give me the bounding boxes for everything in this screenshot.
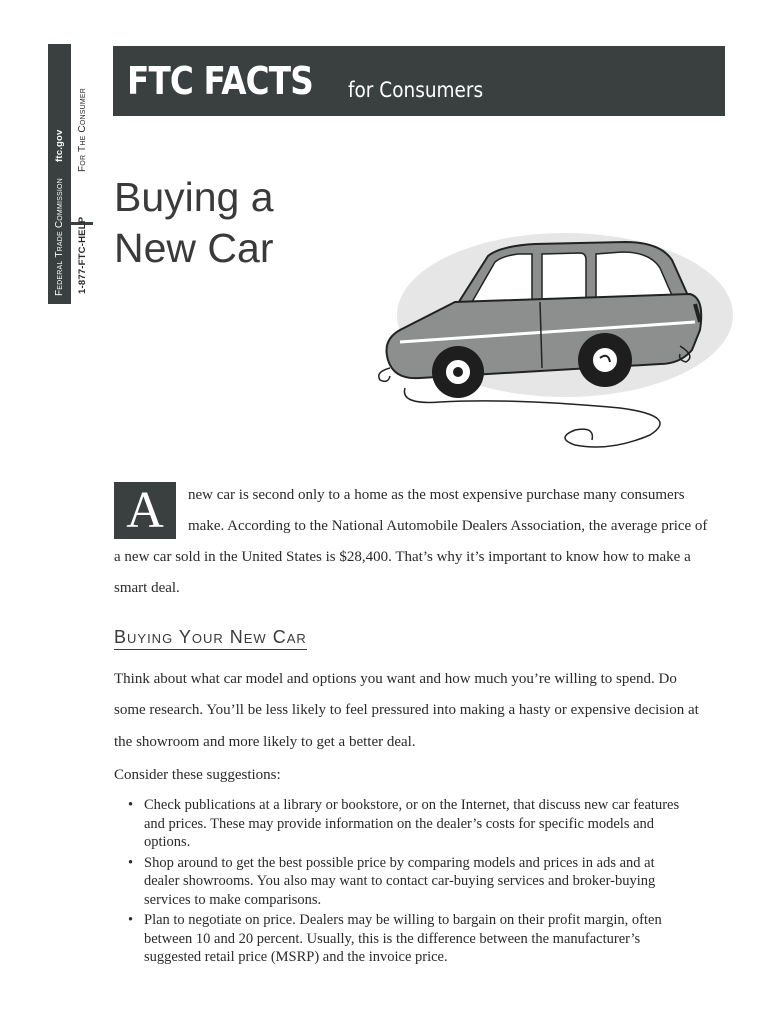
- exhaust-trail: [404, 388, 660, 447]
- suggestion-line: Shop around to get the best possible price by comparing models and prices in ads and at: [144, 854, 655, 871]
- rear-wheel: [432, 346, 484, 398]
- page-title-line-2: New Car: [114, 225, 274, 271]
- suggestion-item: [114, 854, 734, 910]
- section-heading: Buying Your New Car: [114, 626, 307, 650]
- intro-line-1: new car is second only to a home as the most expensive purchase many consumers: [188, 487, 685, 503]
- front-wheel: [578, 333, 632, 387]
- suggestions-list: [114, 796, 734, 969]
- section-line-2: some research. You’ll be less likely to feel pressured into making a hasty or expensive decision at: [114, 702, 699, 718]
- sidebar-phone: 1-877-FTC-HELP: [77, 216, 88, 294]
- suggestion-line: suggested retail price (MSRP) and the invoice price.: [144, 949, 448, 965]
- suggestion-line: Plan to negotiate on price. Dealers may be willing to bargain on their profit margin, often: [144, 912, 662, 928]
- intro-line-4: smart deal.: [114, 580, 180, 596]
- page-title-line-1: Buying a: [114, 174, 274, 220]
- suggestion-line: Check publications at a library or bookstore, or on the Internet, that discuss new car features: [144, 797, 680, 813]
- suggestion-line: dealer showrooms. You also may want to contact car-buying services and broker-buying: [144, 873, 656, 889]
- drop-cap: A: [114, 482, 176, 539]
- suggestion-line: between 10 and 20 percent. Usually, this is the difference between the manufacturer’s: [144, 930, 641, 947]
- sidebar-website[interactable]: ftc.gov: [54, 129, 65, 162]
- motion-swirl-left: [379, 368, 390, 381]
- suggestion-line: and prices. These may provide information on the dealer’s costs for specific models and: [144, 815, 655, 832]
- sidebar: [48, 44, 93, 304]
- car-illustration: [360, 230, 735, 460]
- intro-line-3: a new car sold in the United States is $28,400. That’s why it’s important to know how to make a: [114, 549, 691, 565]
- bullet-icon: •: [128, 854, 134, 871]
- suggestion-item: [114, 796, 734, 852]
- suggestion-line: services to make comparisons.: [144, 891, 322, 908]
- bullet-icon: •: [128, 797, 134, 813]
- banner-subtitle: for Consumers: [348, 78, 484, 102]
- suggestions-intro: Consider these suggestions:: [114, 767, 281, 783]
- page-title: [114, 172, 354, 274]
- banner-title: FTC FACTS: [127, 59, 313, 103]
- header-banner: [113, 46, 725, 116]
- section-line-3: the showroom and more likely to get a better deal.: [114, 734, 416, 750]
- section-line-1: Think about what car model and options you want and how much you’re willing to spend. Do: [114, 671, 677, 687]
- sidebar-tagline: For The Consumer: [77, 87, 88, 172]
- suggestion-line: options.: [144, 834, 191, 850]
- intro-line-2: make. According to the National Automobile Dealers Association, the average price of: [188, 518, 708, 534]
- suggestion-item: [114, 911, 734, 967]
- sidebar-agency: Federal Trade Commission: [54, 178, 65, 296]
- bullet-icon: •: [128, 912, 134, 928]
- car-window-middle: [542, 253, 586, 302]
